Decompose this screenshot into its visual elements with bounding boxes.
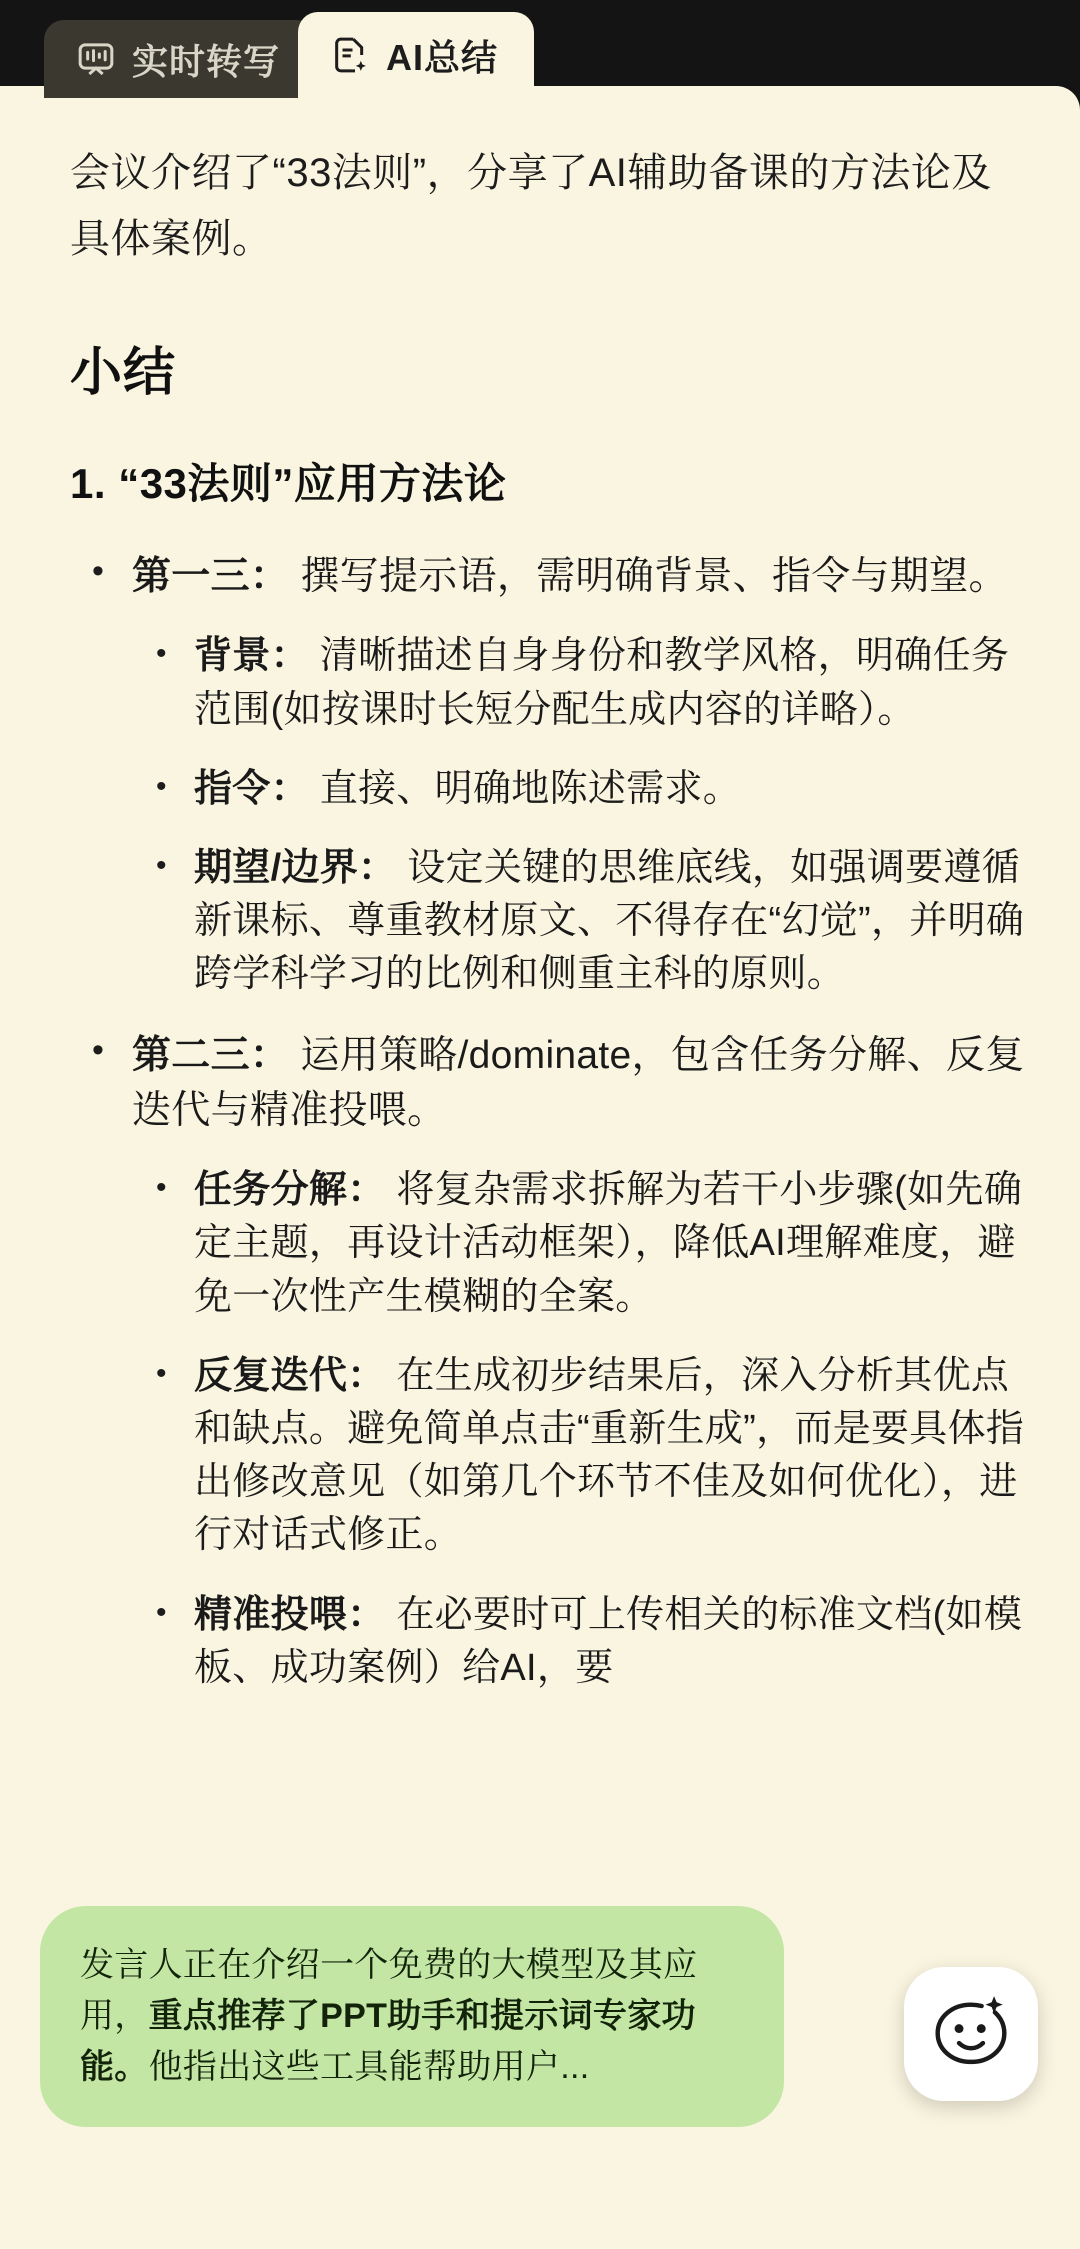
- list-item-text: 清晰描述自身身份和教学风格，明确任务范围(如按课时长短分配生成内容的详略）。: [194, 635, 1010, 731]
- bottom-strip: [0, 2233, 1080, 2249]
- summary-intro: 会议介绍了“33法则”，分享了AI辅助备课的方法论及具体案例。: [70, 151, 992, 261]
- caption-prefix: 发言人正在介绍一个免费的大模型及其应用，: [80, 1946, 698, 2035]
- subsection-heading: 1. “33法则”应用方法论: [70, 460, 507, 507]
- list-item-bold: 精准投喂：: [194, 1593, 386, 1636]
- summary-list-level2: [142, 630, 1028, 1001]
- list-item-bold: 期望/边界：: [194, 846, 397, 889]
- list-item: [80, 549, 1028, 604]
- list-item-text: 运用策略/dominate，包含任务分解、反复迭代与精准投喂。: [132, 1033, 1025, 1132]
- ai-summary-icon: [330, 35, 370, 75]
- smiley-sparkle-icon: [930, 1991, 1012, 2078]
- list-item-text: 设定关键的思维底线，如强调要遵循新课标、尊重教材原文、不得存在“幻觉”，并明确跨学科学习的比例和侧重主科的原则。: [194, 846, 1025, 996]
- caption-suffix: 他指出这些工具能帮助用户...: [148, 2048, 590, 2086]
- tab-live-transcript[interactable]: [44, 20, 316, 98]
- list-item: [80, 1028, 1028, 1139]
- list-item: [142, 842, 1028, 1002]
- list-item: [142, 1350, 1028, 1563]
- list-item-text: 直接、明确地陈述需求。: [308, 767, 742, 810]
- list-item-bold: 第二三：: [132, 1033, 290, 1077]
- live-caption-bubble[interactable]: [40, 1906, 784, 2127]
- list-item: [142, 1164, 1028, 1324]
- list-item-text: 将复杂需求拆解为若干小步骤(如先确定主题，再设计活动框架），降低AI理解难度，避免一次性产生模糊的全案。: [194, 1169, 1023, 1318]
- section-heading: 小结: [70, 344, 177, 402]
- list-item-text: 在生成初步结果后，深入分析其优点和缺点。避免简单点击“重新生成”，而是要具体指出修改意见（如第几个环节不佳及如何优化），进行对话式修正。: [194, 1354, 1025, 1557]
- list-item: [142, 763, 1028, 816]
- tab-ai-summary[interactable]: [298, 12, 534, 98]
- list-item-bold: 背景：: [194, 635, 309, 678]
- list-item-text: 撰写提示语，需明确背景、指令与期望。: [289, 555, 1008, 598]
- tab-live-transcript-label: 实时转写: [132, 40, 281, 82]
- list-item-bold: 任务分解：: [194, 1169, 386, 1212]
- transcript-icon: [76, 39, 116, 79]
- list-item-bold: 指令：: [194, 767, 309, 810]
- list-item-bold: 第一三：: [132, 555, 290, 598]
- tab-ai-summary-label: AI总结: [386, 36, 499, 78]
- tab-bar: [0, 0, 1080, 98]
- list-item-bold: 反复迭代：: [194, 1354, 386, 1397]
- list-item: [142, 630, 1028, 736]
- summary-list-level1: [80, 549, 1028, 1695]
- ai-assistant-button[interactable]: [904, 1967, 1038, 2101]
- list-item: [142, 1589, 1028, 1695]
- caption-highlight: 重点推荐了PPT助手和提示词专家功能。: [80, 1997, 696, 2086]
- summary-list-level2: [142, 1164, 1028, 1695]
- list-item-text: 在必要时可上传相关的标准文档(如模板、成功案例）给AI，要: [194, 1593, 1023, 1689]
